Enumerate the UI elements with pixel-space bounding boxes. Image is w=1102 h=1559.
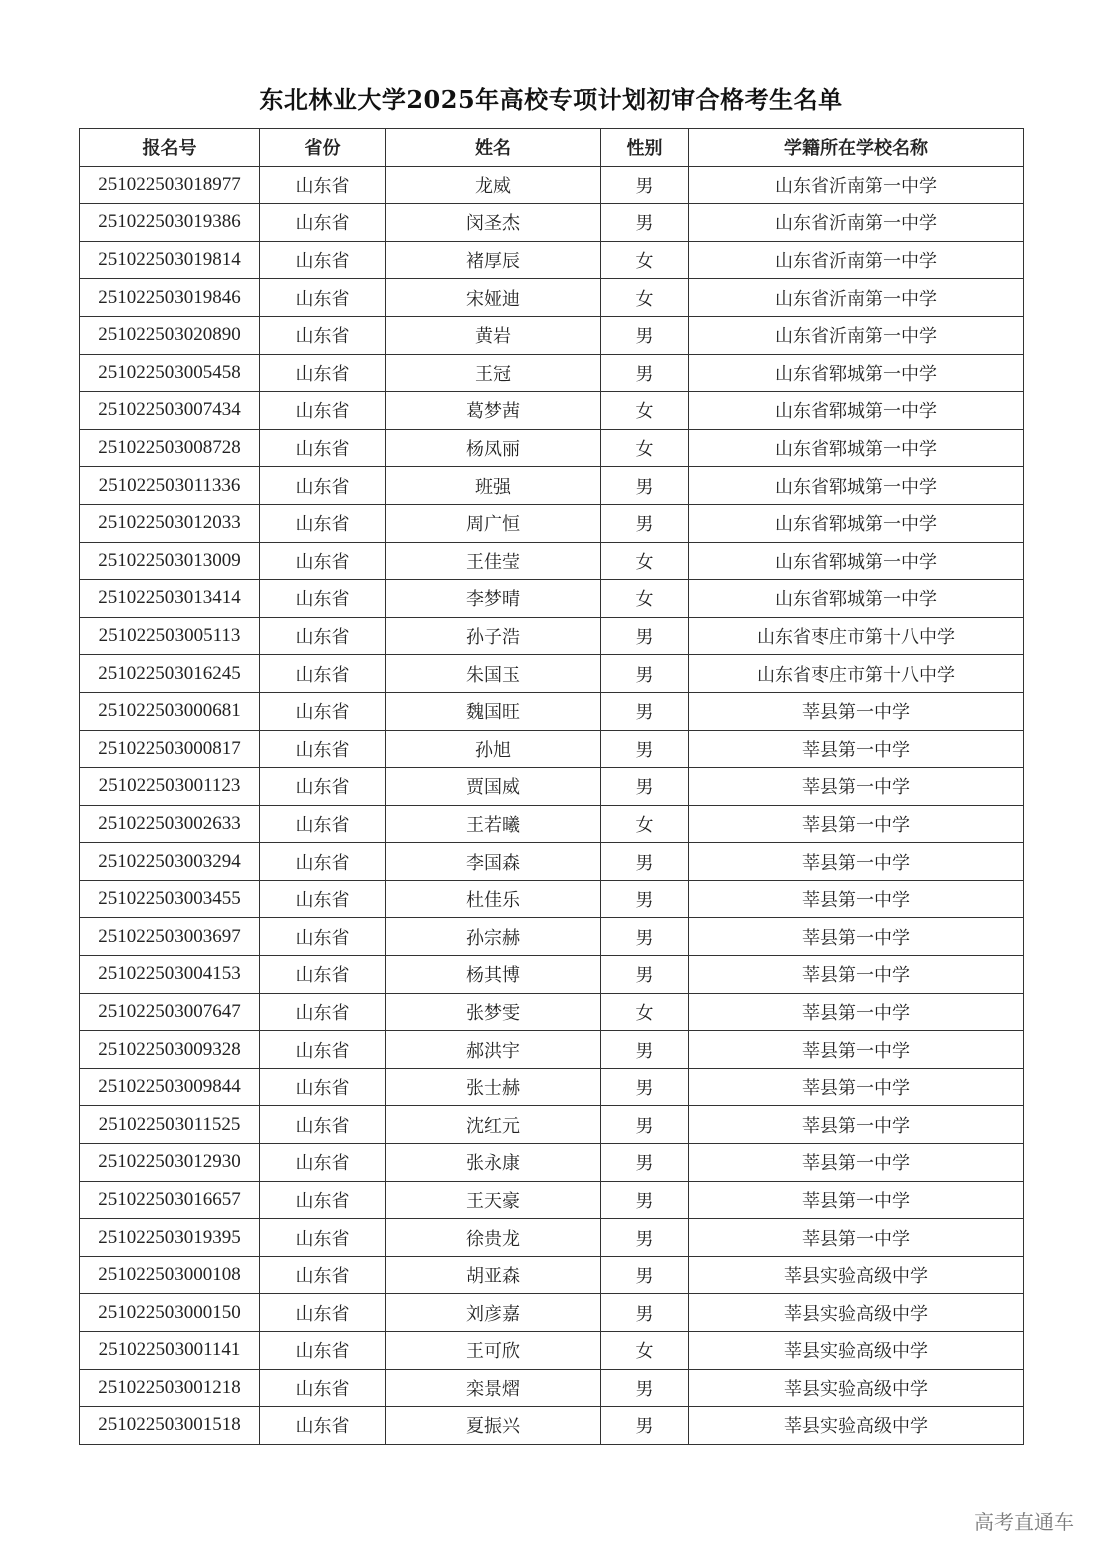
watermark: 高考直通车 — [974, 1510, 1074, 1534]
name-cell: 闵圣杰 — [386, 204, 601, 242]
table-row — [80, 1144, 1024, 1182]
table-row — [80, 1332, 1024, 1370]
province-cell: 山东省 — [260, 692, 386, 730]
document-title: 东北林业大学2025年高校专项计划初审合格考生名单 — [259, 85, 843, 114]
school-cell: 莘县第一中学 — [689, 956, 1024, 994]
table-row — [80, 768, 1024, 806]
school-cell: 莘县第一中学 — [689, 918, 1024, 956]
province-cell: 山东省 — [260, 1407, 386, 1445]
header-gender: 性别 — [601, 129, 689, 167]
gender-cell: 男 — [601, 354, 689, 392]
table-row — [80, 204, 1024, 242]
registration-no-cell: 251022503019846 — [80, 279, 260, 317]
gender-cell: 男 — [601, 166, 689, 204]
gender-cell: 男 — [601, 1219, 689, 1257]
name-cell: 黄岩 — [386, 316, 601, 354]
table-row — [80, 580, 1024, 618]
school-cell: 山东省枣庄市第十八中学 — [689, 655, 1024, 693]
name-cell: 张永康 — [386, 1144, 601, 1182]
registration-no-cell: 251022503011336 — [80, 467, 260, 505]
province-cell: 山东省 — [260, 655, 386, 693]
name-cell: 杜佳乐 — [386, 880, 601, 918]
gender-cell: 男 — [601, 316, 689, 354]
table-row — [80, 241, 1024, 279]
registration-no-cell: 251022503020890 — [80, 316, 260, 354]
province-cell: 山东省 — [260, 1219, 386, 1257]
name-cell: 夏振兴 — [386, 1407, 601, 1445]
gender-cell: 男 — [601, 1369, 689, 1407]
gender-cell: 男 — [601, 1144, 689, 1182]
registration-no-cell: 251022503000108 — [80, 1256, 260, 1294]
header-school: 学籍所在学校名称 — [689, 129, 1024, 167]
school-cell: 山东省枣庄市第十八中学 — [689, 617, 1024, 655]
table-row — [80, 805, 1024, 843]
province-cell: 山东省 — [260, 918, 386, 956]
school-cell: 山东省郓城第一中学 — [689, 467, 1024, 505]
name-cell: 杨凤丽 — [386, 429, 601, 467]
name-cell: 杨其博 — [386, 956, 601, 994]
registration-no-cell: 251022503002633 — [80, 805, 260, 843]
name-cell: 王佳莹 — [386, 542, 601, 580]
gender-cell: 女 — [601, 542, 689, 580]
province-cell: 山东省 — [260, 241, 386, 279]
province-cell: 山东省 — [260, 1332, 386, 1370]
table-row — [80, 1106, 1024, 1144]
school-cell: 莘县第一中学 — [689, 993, 1024, 1031]
school-cell: 莘县实验高级中学 — [689, 1256, 1024, 1294]
gender-cell: 男 — [601, 692, 689, 730]
province-cell: 山东省 — [260, 467, 386, 505]
table-header-row — [80, 129, 1024, 167]
registration-no-cell: 251022503013009 — [80, 542, 260, 580]
table-row — [80, 993, 1024, 1031]
gender-cell: 女 — [601, 805, 689, 843]
name-cell: 班强 — [386, 467, 601, 505]
table-row — [80, 880, 1024, 918]
table-row — [80, 1068, 1024, 1106]
province-cell: 山东省 — [260, 354, 386, 392]
gender-cell: 女 — [601, 241, 689, 279]
province-cell: 山东省 — [260, 542, 386, 580]
province-cell: 山东省 — [260, 1144, 386, 1182]
gender-cell: 男 — [601, 1256, 689, 1294]
registration-no-cell: 251022503001518 — [80, 1407, 260, 1445]
table-row — [80, 504, 1024, 542]
table-row — [80, 956, 1024, 994]
school-cell: 山东省沂南第一中学 — [689, 316, 1024, 354]
school-cell: 山东省郓城第一中学 — [689, 354, 1024, 392]
name-cell: 刘彦嘉 — [386, 1294, 601, 1332]
registration-no-cell: 251022503008728 — [80, 429, 260, 467]
school-cell: 莘县第一中学 — [689, 1031, 1024, 1069]
name-cell: 李梦晴 — [386, 580, 601, 618]
gender-cell: 女 — [601, 279, 689, 317]
province-cell: 山东省 — [260, 392, 386, 430]
school-cell: 山东省沂南第一中学 — [689, 241, 1024, 279]
school-cell: 莘县第一中学 — [689, 1106, 1024, 1144]
table-row — [80, 392, 1024, 430]
table-row — [80, 1181, 1024, 1219]
registration-no-cell: 251022503019814 — [80, 241, 260, 279]
province-cell: 山东省 — [260, 1106, 386, 1144]
province-cell: 山东省 — [260, 768, 386, 806]
province-cell: 山东省 — [260, 1068, 386, 1106]
gender-cell: 男 — [601, 617, 689, 655]
province-cell: 山东省 — [260, 880, 386, 918]
table-row — [80, 692, 1024, 730]
name-cell: 郝洪宇 — [386, 1031, 601, 1069]
registration-no-cell: 251022503012930 — [80, 1144, 260, 1182]
table-row — [80, 730, 1024, 768]
name-cell: 孙旭 — [386, 730, 601, 768]
name-cell: 魏国旺 — [386, 692, 601, 730]
gender-cell: 男 — [601, 730, 689, 768]
table-row — [80, 542, 1024, 580]
province-cell: 山东省 — [260, 1294, 386, 1332]
registration-no-cell: 251022503016245 — [80, 655, 260, 693]
registration-no-cell: 251022503007647 — [80, 993, 260, 1031]
gender-cell: 男 — [601, 1181, 689, 1219]
table-row — [80, 166, 1024, 204]
school-cell: 山东省沂南第一中学 — [689, 204, 1024, 242]
gender-cell: 男 — [601, 768, 689, 806]
registration-no-cell: 251022503013414 — [80, 580, 260, 618]
name-cell: 宋娅迪 — [386, 279, 601, 317]
gender-cell: 男 — [601, 1294, 689, 1332]
school-cell: 莘县第一中学 — [689, 768, 1024, 806]
school-cell: 莘县实验高级中学 — [689, 1332, 1024, 1370]
table-row — [80, 655, 1024, 693]
registration-no-cell: 251022503004153 — [80, 956, 260, 994]
name-cell: 龙威 — [386, 166, 601, 204]
province-cell: 山东省 — [260, 504, 386, 542]
name-cell: 沈红元 — [386, 1106, 601, 1144]
province-cell: 山东省 — [260, 1369, 386, 1407]
name-cell: 栾景熠 — [386, 1369, 601, 1407]
name-cell: 葛梦茜 — [386, 392, 601, 430]
gender-cell: 男 — [601, 843, 689, 881]
header-province: 省份 — [260, 129, 386, 167]
name-cell: 贾国威 — [386, 768, 601, 806]
school-cell: 莘县第一中学 — [689, 880, 1024, 918]
school-cell: 山东省沂南第一中学 — [689, 166, 1024, 204]
table-row — [80, 1407, 1024, 1445]
school-cell: 山东省郓城第一中学 — [689, 504, 1024, 542]
school-cell: 莘县实验高级中学 — [689, 1294, 1024, 1332]
school-cell: 莘县实验高级中学 — [689, 1369, 1024, 1407]
registration-no-cell: 251022503018977 — [80, 166, 260, 204]
school-cell: 山东省沂南第一中学 — [689, 279, 1024, 317]
school-cell: 山东省郓城第一中学 — [689, 429, 1024, 467]
gender-cell: 男 — [601, 880, 689, 918]
name-cell: 徐贵龙 — [386, 1219, 601, 1257]
gender-cell: 男 — [601, 655, 689, 693]
province-cell: 山东省 — [260, 204, 386, 242]
name-cell: 王冠 — [386, 354, 601, 392]
table-row — [80, 279, 1024, 317]
school-cell: 山东省郓城第一中学 — [689, 542, 1024, 580]
registration-no-cell: 251022503019395 — [80, 1219, 260, 1257]
header-name: 姓名 — [386, 129, 601, 167]
registration-no-cell: 251022503019386 — [80, 204, 260, 242]
gender-cell: 女 — [601, 392, 689, 430]
school-cell: 莘县第一中学 — [689, 843, 1024, 881]
name-cell: 王天豪 — [386, 1181, 601, 1219]
gender-cell: 男 — [601, 204, 689, 242]
school-cell: 莘县第一中学 — [689, 1068, 1024, 1106]
province-cell: 山东省 — [260, 1031, 386, 1069]
registration-no-cell: 251022503003697 — [80, 918, 260, 956]
table-row — [80, 316, 1024, 354]
gender-cell: 女 — [601, 429, 689, 467]
name-cell: 张士赫 — [386, 1068, 601, 1106]
name-cell: 张梦雯 — [386, 993, 601, 1031]
school-cell: 莘县第一中学 — [689, 1181, 1024, 1219]
school-cell: 莘县第一中学 — [689, 1219, 1024, 1257]
table-row — [80, 1294, 1024, 1332]
gender-cell: 男 — [601, 1031, 689, 1069]
registration-no-cell: 251022503016657 — [80, 1181, 260, 1219]
registration-no-cell: 251022503011525 — [80, 1106, 260, 1144]
table-row — [80, 918, 1024, 956]
table-row — [80, 467, 1024, 505]
school-cell: 山东省郓城第一中学 — [689, 392, 1024, 430]
gender-cell: 女 — [601, 993, 689, 1031]
registration-no-cell: 251022503001141 — [80, 1332, 260, 1370]
registration-no-cell: 251022503007434 — [80, 392, 260, 430]
name-cell: 朱国玉 — [386, 655, 601, 693]
table-row — [80, 354, 1024, 392]
gender-cell: 男 — [601, 918, 689, 956]
table-row — [80, 617, 1024, 655]
gender-cell: 男 — [601, 1106, 689, 1144]
registration-no-cell: 251022503000150 — [80, 1294, 260, 1332]
table-body — [80, 166, 1024, 1444]
name-cell: 孙宗赫 — [386, 918, 601, 956]
registration-no-cell: 251022503009328 — [80, 1031, 260, 1069]
school-cell: 莘县第一中学 — [689, 1144, 1024, 1182]
province-cell: 山东省 — [260, 580, 386, 618]
gender-cell: 男 — [601, 504, 689, 542]
registration-no-cell: 251022503009844 — [80, 1068, 260, 1106]
gender-cell: 男 — [601, 1407, 689, 1445]
table-row — [80, 1031, 1024, 1069]
table-row — [80, 429, 1024, 467]
table-row — [80, 843, 1024, 881]
name-cell: 周广恒 — [386, 504, 601, 542]
name-cell: 褚厚辰 — [386, 241, 601, 279]
registration-no-cell: 251022503012033 — [80, 504, 260, 542]
province-cell: 山东省 — [260, 805, 386, 843]
province-cell: 山东省 — [260, 1181, 386, 1219]
candidate-table — [79, 128, 1024, 1445]
province-cell: 山东省 — [260, 730, 386, 768]
registration-no-cell: 251022503003294 — [80, 843, 260, 881]
school-cell: 莘县实验高级中学 — [689, 1407, 1024, 1445]
name-cell: 胡亚森 — [386, 1256, 601, 1294]
table-row — [80, 1369, 1024, 1407]
registration-no-cell: 251022503005113 — [80, 617, 260, 655]
registration-no-cell: 251022503001123 — [80, 768, 260, 806]
registration-no-cell: 251022503000681 — [80, 692, 260, 730]
school-cell: 莘县第一中学 — [689, 805, 1024, 843]
province-cell: 山东省 — [260, 316, 386, 354]
province-cell: 山东省 — [260, 993, 386, 1031]
province-cell: 山东省 — [260, 843, 386, 881]
header-registration-no: 报名号 — [80, 129, 260, 167]
gender-cell: 女 — [601, 1332, 689, 1370]
school-cell: 莘县第一中学 — [689, 692, 1024, 730]
registration-no-cell: 251022503001218 — [80, 1369, 260, 1407]
name-cell: 王可欣 — [386, 1332, 601, 1370]
gender-cell: 女 — [601, 580, 689, 618]
province-cell: 山东省 — [260, 956, 386, 994]
name-cell: 王若曦 — [386, 805, 601, 843]
name-cell: 李国森 — [386, 843, 601, 881]
registration-no-cell: 251022503005458 — [80, 354, 260, 392]
gender-cell: 男 — [601, 956, 689, 994]
gender-cell: 男 — [601, 467, 689, 505]
registration-no-cell: 251022503003455 — [80, 880, 260, 918]
province-cell: 山东省 — [260, 166, 386, 204]
table-row — [80, 1219, 1024, 1257]
province-cell: 山东省 — [260, 429, 386, 467]
table-row — [80, 1256, 1024, 1294]
province-cell: 山东省 — [260, 617, 386, 655]
province-cell: 山东省 — [260, 279, 386, 317]
gender-cell: 男 — [601, 1068, 689, 1106]
registration-no-cell: 251022503000817 — [80, 730, 260, 768]
province-cell: 山东省 — [260, 1256, 386, 1294]
name-cell: 孙子浩 — [386, 617, 601, 655]
school-cell: 山东省郓城第一中学 — [689, 580, 1024, 618]
school-cell: 莘县第一中学 — [689, 730, 1024, 768]
